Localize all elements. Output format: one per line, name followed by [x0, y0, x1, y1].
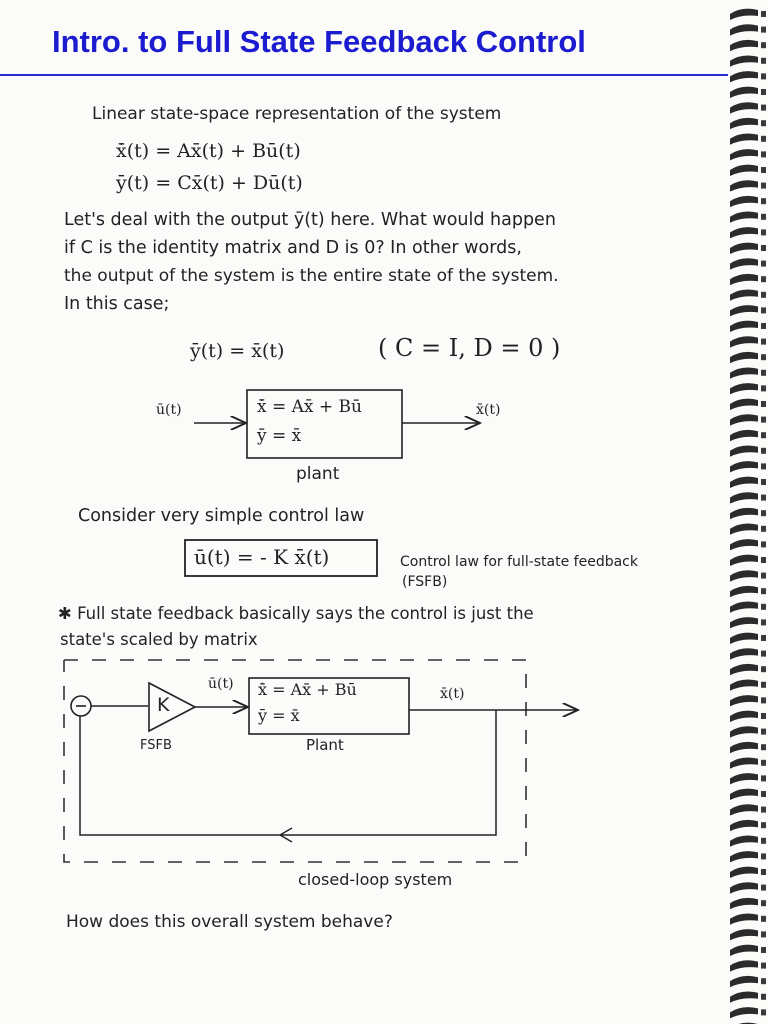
spiral-coil [730, 664, 758, 675]
feedback-path [80, 710, 496, 835]
spiral-coil [730, 804, 758, 815]
spiral-coil [730, 243, 758, 254]
spiral-hole [761, 651, 766, 657]
spiral-hole [761, 588, 766, 594]
spiral-coil [730, 601, 758, 612]
gain-triangle [149, 683, 195, 731]
spiral-hole [761, 978, 766, 984]
closed-loop-plant-label: Plant [306, 736, 344, 754]
spiral-hole [761, 307, 766, 313]
fsfb-label: FSFB [140, 738, 172, 753]
spiral-coil [730, 913, 758, 924]
spiral-hole [761, 604, 766, 610]
spiral-hole [761, 900, 766, 906]
spiral-coil [730, 24, 758, 35]
spiral-coil [730, 430, 758, 441]
paragraph-line-4: In this case; [64, 294, 170, 314]
control-law-note-line-1: Control law for full-state feedback [400, 554, 638, 570]
identity-output-equation: ȳ(t) = x̄(t) [190, 340, 285, 362]
spiral-coil [730, 867, 758, 878]
spiral-coil [730, 648, 758, 659]
spiral-coil [730, 976, 758, 987]
spiral-hole [761, 775, 766, 781]
spiral-coil [730, 570, 758, 581]
plant-caption: plant [296, 464, 340, 484]
spiral-coil [730, 445, 758, 456]
spiral-hole [761, 73, 766, 79]
spiral-hole [761, 744, 766, 750]
spiral-hole [761, 963, 766, 969]
spiral-hole [761, 682, 766, 688]
spiral-coil [730, 633, 758, 644]
spiral-hole [761, 557, 766, 563]
spiral-coil [730, 617, 758, 628]
spiral-coil [730, 40, 758, 51]
spiral-hole [761, 432, 766, 438]
spiral-hole [761, 214, 766, 220]
spiral-hole [761, 526, 766, 532]
spiral-coil [730, 539, 758, 550]
spiral-coil [730, 71, 758, 82]
spiral-hole [761, 58, 766, 64]
spiral-coil [730, 180, 758, 191]
spiral-coil [730, 258, 758, 269]
spiral-hole [761, 339, 766, 345]
spiral-coil [730, 711, 758, 722]
spiral-hole [761, 245, 766, 251]
spiral-coil [730, 991, 758, 1002]
spiral-coil [730, 773, 758, 784]
spiral-hole [761, 42, 766, 48]
control-law-note-line-2: (FSFB) [402, 574, 448, 590]
spiral-coil [730, 414, 758, 425]
spiral-hole [761, 323, 766, 329]
intro-heading: Linear state-space representation of the system [92, 104, 502, 124]
spiral-hole [761, 869, 766, 875]
spiral-hole [761, 89, 766, 95]
spiral-coil [730, 211, 758, 222]
spiral-hole [761, 931, 766, 937]
spiral-hole [761, 151, 766, 157]
spiral-hole [761, 713, 766, 719]
closed-loop-caption: closed-loop system [298, 870, 453, 889]
plant-state-equation: x̄̇ = Ax̄ + Bū [257, 397, 362, 417]
spiral-coil [730, 133, 758, 144]
gain-label: K [157, 694, 170, 716]
spiral-hole [761, 448, 766, 454]
spiral-hole [761, 822, 766, 828]
spiral-hole [761, 229, 766, 235]
paragraph-line-3: the output of the system is the entire state of the system. [64, 266, 559, 286]
spiral-coil [730, 789, 758, 800]
spiral-coil [730, 820, 758, 831]
spiral-coil [730, 461, 758, 472]
spiral-coil [730, 742, 758, 753]
spiral-hole [761, 573, 766, 579]
spiral-hole [761, 541, 766, 547]
spiral-coil [730, 477, 758, 488]
spiral-coil [730, 321, 758, 332]
spiral-hole [761, 479, 766, 485]
spiral-coil [730, 87, 758, 98]
spiral-hole [761, 354, 766, 360]
spiral-coil [730, 679, 758, 690]
spiral-binding [728, 0, 768, 1024]
plant-output-label: x̄(t) [476, 402, 501, 418]
spiral-hole [761, 666, 766, 672]
spiral-hole [761, 619, 766, 625]
spiral-hole [761, 495, 766, 501]
spiral-coil [730, 757, 758, 768]
spiral-hole [761, 167, 766, 173]
spiral-coil [730, 586, 758, 597]
spiral-coil [730, 367, 758, 378]
spiral-coil [730, 352, 758, 363]
spiral-coil [730, 523, 758, 534]
spiral-coil [730, 851, 758, 862]
spiral-hole [761, 791, 766, 797]
spiral-hole [761, 697, 766, 703]
spiral-hole [761, 729, 766, 735]
spiral-coil [730, 726, 758, 737]
spiral-coil [730, 196, 758, 207]
spiral-coil [730, 9, 758, 20]
identity-condition: ( C = I, D = 0 ) [378, 334, 561, 362]
spiral-hole [761, 198, 766, 204]
spiral-coil [730, 929, 758, 940]
control-input-label: ū(t) [208, 676, 234, 692]
plant-output-equation: ȳ = x̄ [257, 426, 302, 446]
spiral-coil [730, 399, 758, 410]
spiral-coil [730, 336, 758, 347]
spiral-hole [761, 105, 766, 111]
spiral-hole [761, 261, 766, 267]
spiral-coil [730, 882, 758, 893]
spiral-coil [730, 102, 758, 113]
spiral-coil [730, 1007, 758, 1018]
closed-loop-state-label: x̄(t) [440, 686, 465, 702]
spiral-coil [730, 508, 758, 519]
spiral-hole [761, 27, 766, 33]
spiral-coil [730, 945, 758, 956]
spiral-hole [761, 385, 766, 391]
spiral-hole [761, 947, 766, 953]
spiral-hole [761, 370, 766, 376]
spiral-coil [730, 960, 758, 971]
control-law-equation: ū(t) = - K x̄(t) [194, 545, 330, 569]
paragraph-line-2: if C is the identity matrix and D is 0? In other words, [64, 238, 522, 258]
spiral-hole [761, 994, 766, 1000]
spiral-coil [730, 227, 758, 238]
spiral-coil [730, 898, 758, 909]
closed-loop-output-equation: ȳ = x̄ [258, 706, 300, 725]
spiral-hole [761, 1009, 766, 1015]
spiral-coil [730, 305, 758, 316]
closed-loop-state-equation: x̄̇ = Ax̄ + Bū [258, 680, 357, 699]
spiral-hole [761, 136, 766, 142]
spiral-coil [730, 835, 758, 846]
spiral-hole [761, 417, 766, 423]
spiral-hole [761, 853, 766, 859]
spiral-coil [730, 55, 758, 66]
spiral-coil [730, 383, 758, 394]
state-equation: x̄̇(t) = Ax̄(t) + Bū(t) [116, 140, 301, 162]
spiral-hole [761, 807, 766, 813]
spiral-hole [761, 401, 766, 407]
spiral-coil [730, 149, 758, 160]
spiral-hole [761, 885, 766, 891]
spiral-hole [761, 510, 766, 516]
spiral-coil [730, 492, 758, 503]
spiral-hole [761, 463, 766, 469]
spiral-coil [730, 118, 758, 129]
plant-input-label: ū(t) [156, 402, 182, 418]
paragraph-line-1: Let's deal with the output ȳ(t) here. What would happen [64, 210, 556, 230]
spiral-hole [761, 635, 766, 641]
fsfb-note-line-1: ✱ Full state feedback basically says the control is just the [58, 604, 534, 623]
output-equation: ȳ(t) = Cx̄(t) + Dū(t) [116, 172, 303, 194]
spiral-hole [761, 276, 766, 282]
spiral-hole [761, 183, 766, 189]
spiral-coil [730, 695, 758, 706]
spiral-coil [730, 555, 758, 566]
spiral-coil [730, 274, 758, 285]
spiral-coil [730, 289, 758, 300]
spiral-hole [761, 292, 766, 298]
spiral-hole [761, 838, 766, 844]
spiral-hole [761, 760, 766, 766]
closing-question: How does this overall system behave? [66, 912, 393, 932]
control-law-intro: Consider very simple control law [78, 506, 365, 526]
spiral-hole [761, 916, 766, 922]
spiral-coil [730, 165, 758, 176]
spiral-hole [761, 120, 766, 126]
fsfb-note-line-2: state's scaled by matrix [60, 630, 258, 649]
spiral-hole [761, 11, 766, 17]
page-title: Intro. to Full State Feedback Control [52, 24, 586, 59]
